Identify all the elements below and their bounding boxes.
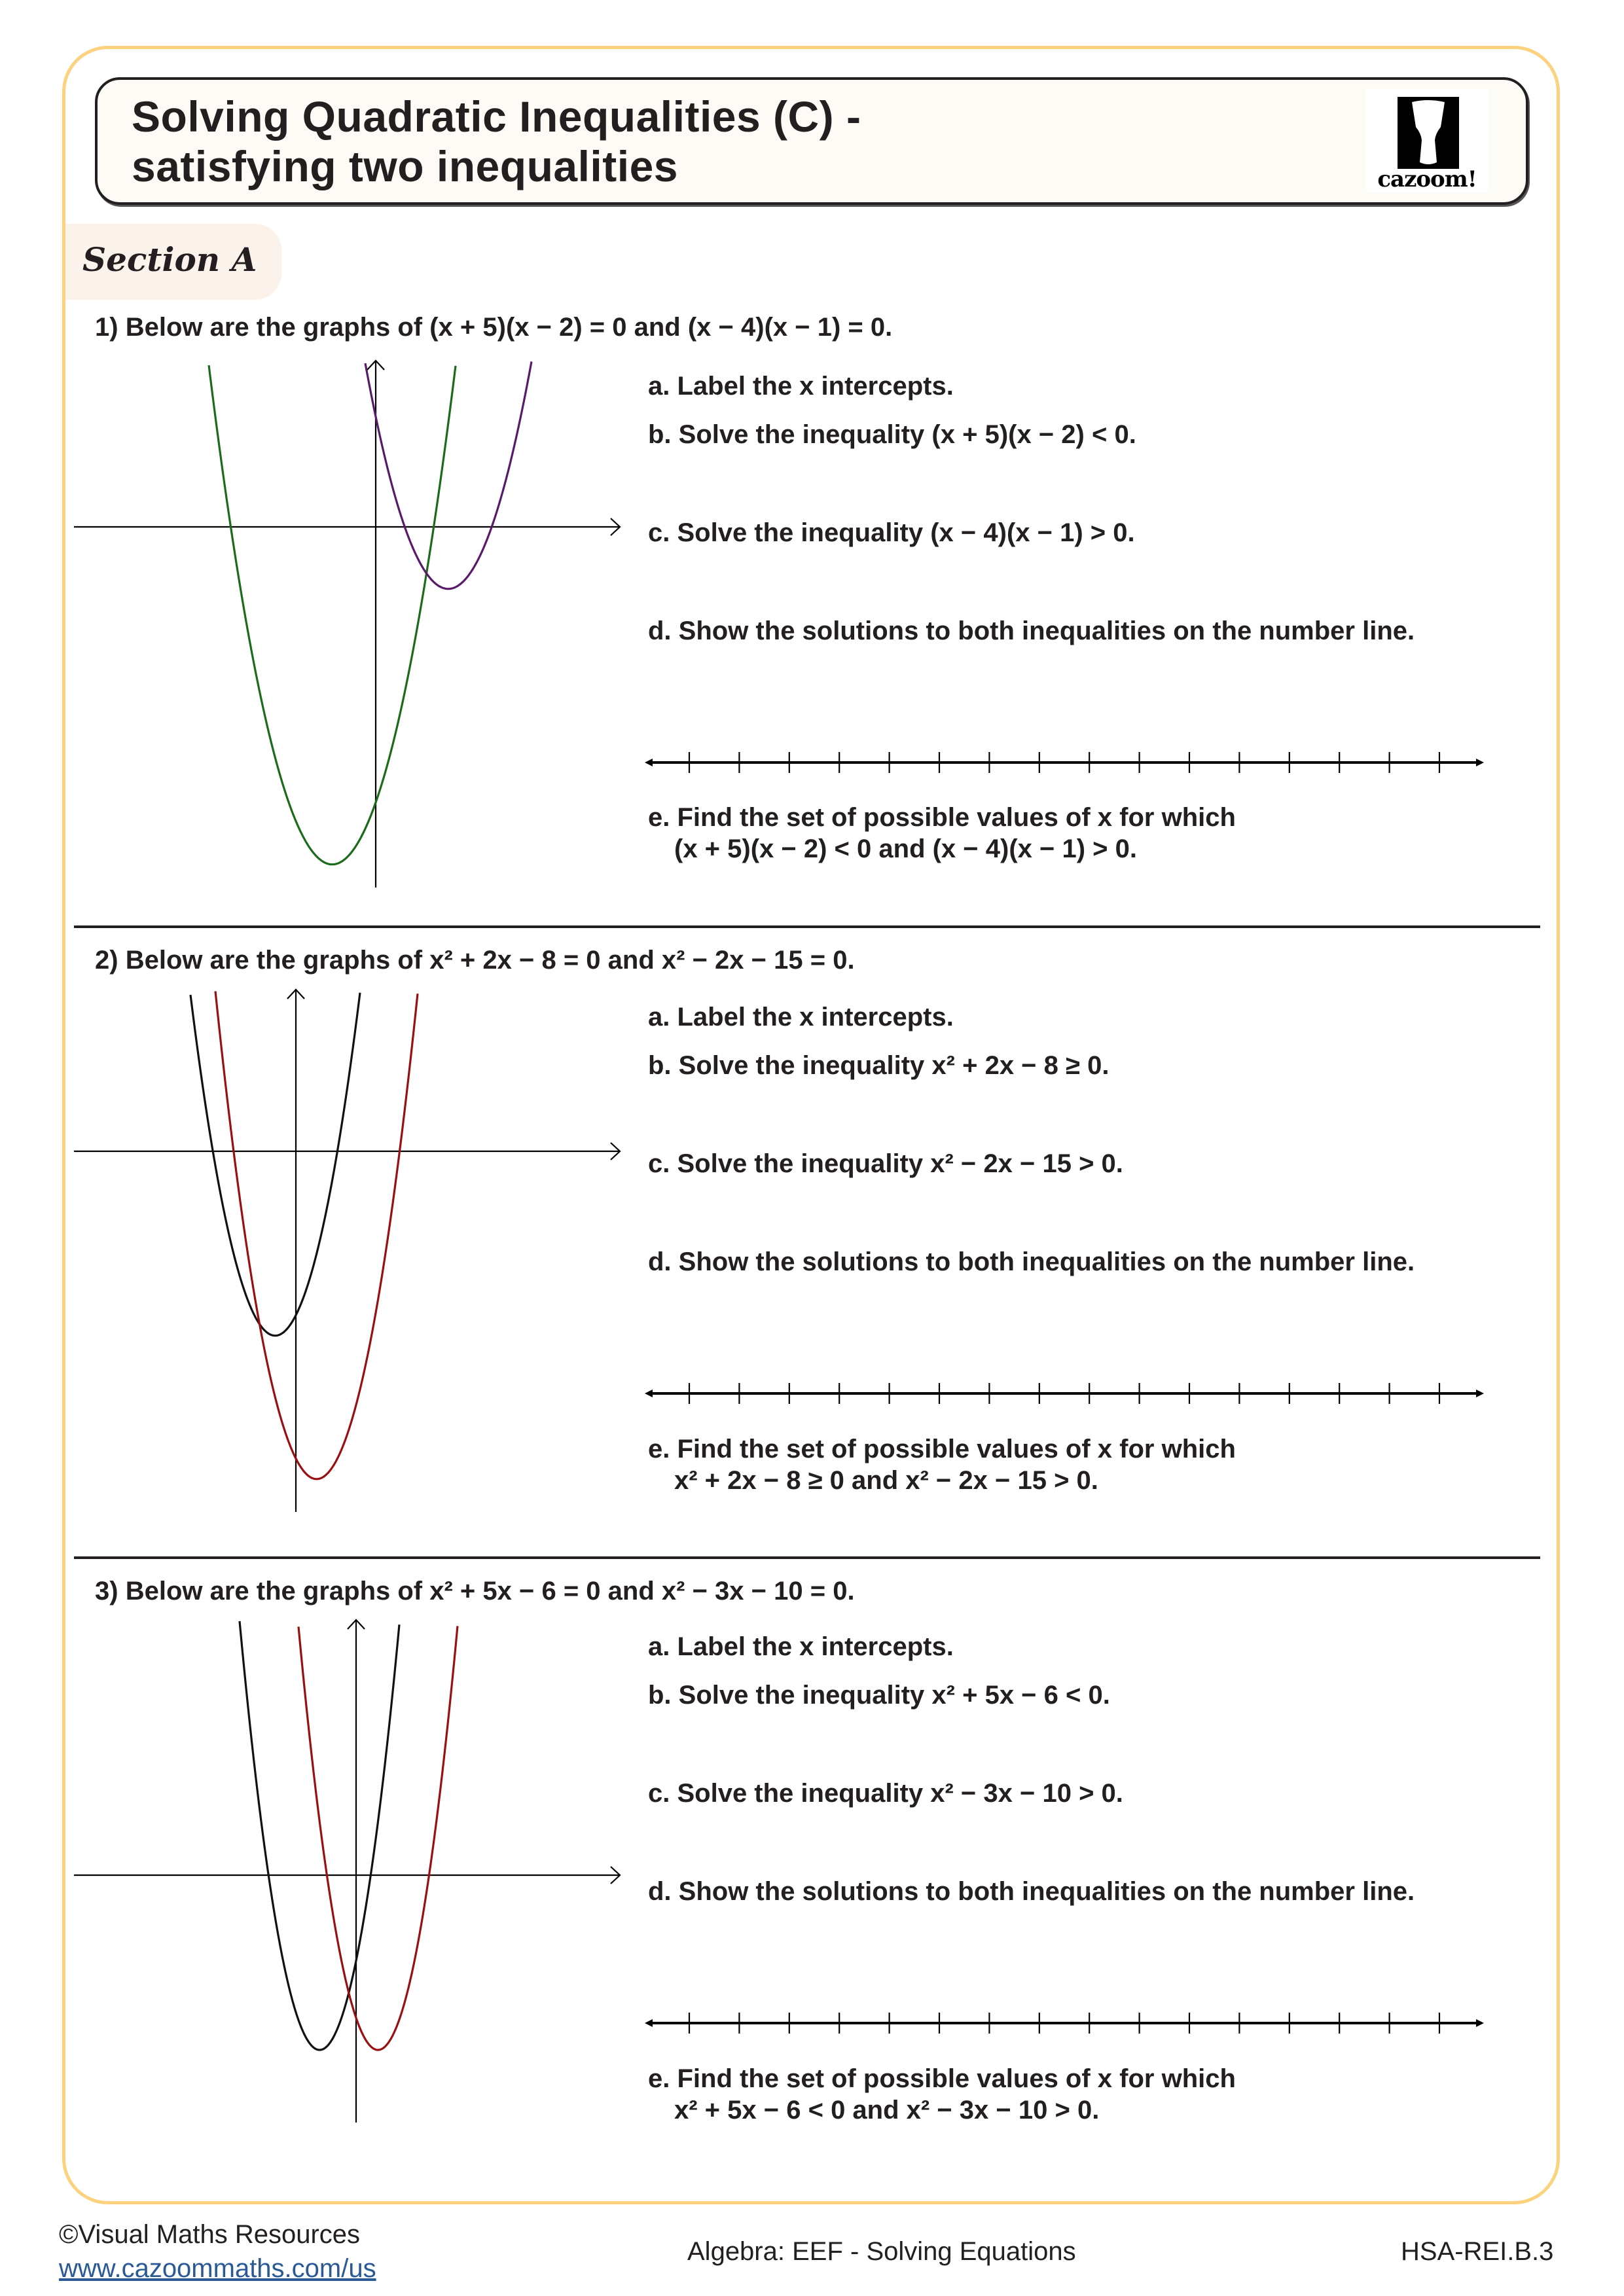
parabola-curve-2 xyxy=(298,1626,458,2050)
question-text: Below are the graphs of x² + 2x − 8 = 0 and x² − 2x − 15 = 0. xyxy=(125,946,855,975)
part-b: b. Solve the inequality (x + 5)(x − 2) < 0. xyxy=(648,420,1136,449)
axes xyxy=(74,1620,620,2123)
footer-copyright-block xyxy=(59,2217,376,2286)
part-c: c. Solve the inequality x² − 3x − 10 > 0. xyxy=(648,1779,1123,1808)
footer-topic: Algebra: EEF - Solving Equations xyxy=(687,2237,1076,2266)
part-e-line-1: e. Find the set of possible values of x for which xyxy=(648,1435,1236,1463)
part-e-line-2: (x + 5)(x − 2) < 0 and (x − 4)(x − 1) > 0. xyxy=(674,834,1137,863)
part-e-line-1: e. Find the set of possible values of x for which xyxy=(648,2064,1236,2093)
number-line-3[interactable] xyxy=(645,2007,1489,2039)
title-line-1: Solving Quadratic Inequalities (C) - xyxy=(132,92,861,141)
part-a: a. Label the x intercepts. xyxy=(648,372,954,401)
arrow-left-icon xyxy=(645,2019,653,2027)
arrow-right-icon xyxy=(1476,2019,1484,2027)
part-a: a. Label the x intercepts. xyxy=(648,1632,954,1661)
title-line-2: satisfying two inequalities xyxy=(132,142,678,190)
part-e-line-2: x² + 2x − 8 ≥ 0 and x² − 2x − 15 > 0. xyxy=(674,1466,1098,1495)
logo-text: cazoom! xyxy=(1377,166,1477,192)
copyright-text: ©Visual Maths Resources xyxy=(59,2220,361,2249)
section-label: Section A xyxy=(82,240,257,279)
footer-standard: HSA-REI.B.3 xyxy=(1401,2237,1554,2266)
part-b: b. Solve the inequality x² + 2x − 8 ≥ 0. xyxy=(648,1051,1110,1080)
part-d: d. Show the solutions to both inequalities on the number line. xyxy=(648,617,1415,645)
question-text: Below are the graphs of x² + 5x − 6 = 0 and x² − 3x − 10 = 0. xyxy=(125,1577,855,1605)
part-a: a. Label the x intercepts. xyxy=(648,1003,954,1031)
question-number: 3) xyxy=(95,1577,118,1605)
part-e-line-1: e. Find the set of possible values of x for which xyxy=(648,803,1236,832)
part-b: b. Solve the inequality x² + 5x − 6 < 0. xyxy=(648,1681,1110,1710)
question-text: Below are the graphs of (x + 5)(x − 2) = 0 and (x − 4)(x − 1) = 0. xyxy=(125,313,893,342)
part-e-line-2: x² + 5x − 6 < 0 and x² − 3x − 10 > 0. xyxy=(674,2096,1100,2125)
part-e xyxy=(648,2063,1236,2126)
part-d: d. Show the solutions to both inequalities on the number line. xyxy=(648,1247,1415,1276)
question-number: 1) xyxy=(95,313,118,342)
part-c: c. Solve the inequality x² − 2x − 15 > 0. xyxy=(648,1149,1123,1178)
part-c: c. Solve the inequality (x − 4)(x − 1) > 0. xyxy=(648,518,1135,547)
parabola-curve-1 xyxy=(240,1621,399,2050)
question-number: 2) xyxy=(95,946,118,975)
website-link[interactable]: www.cazoommaths.com/us xyxy=(59,2254,376,2283)
part-d: d. Show the solutions to both inequalities on the number line. xyxy=(648,1877,1415,1906)
